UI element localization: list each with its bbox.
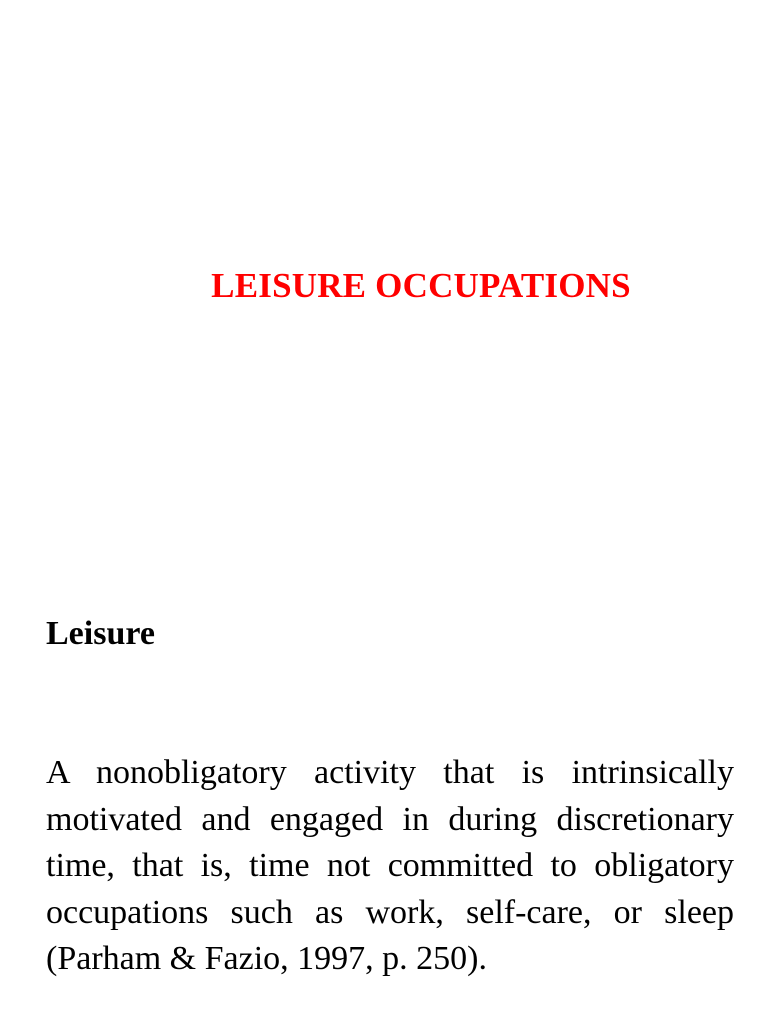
definition-paragraph: A nonobligatory activity that is intrinsically motivated and engaged in during discretionary time, that is, time not committed to obligatory occupations such as work, self-care, or sleep (Parham & Fazio, 1997, p. 250). (46, 754, 734, 977)
section-heading: Leisure (46, 615, 155, 652)
page-title: LEISURE OCCUPATIONS (211, 266, 631, 305)
